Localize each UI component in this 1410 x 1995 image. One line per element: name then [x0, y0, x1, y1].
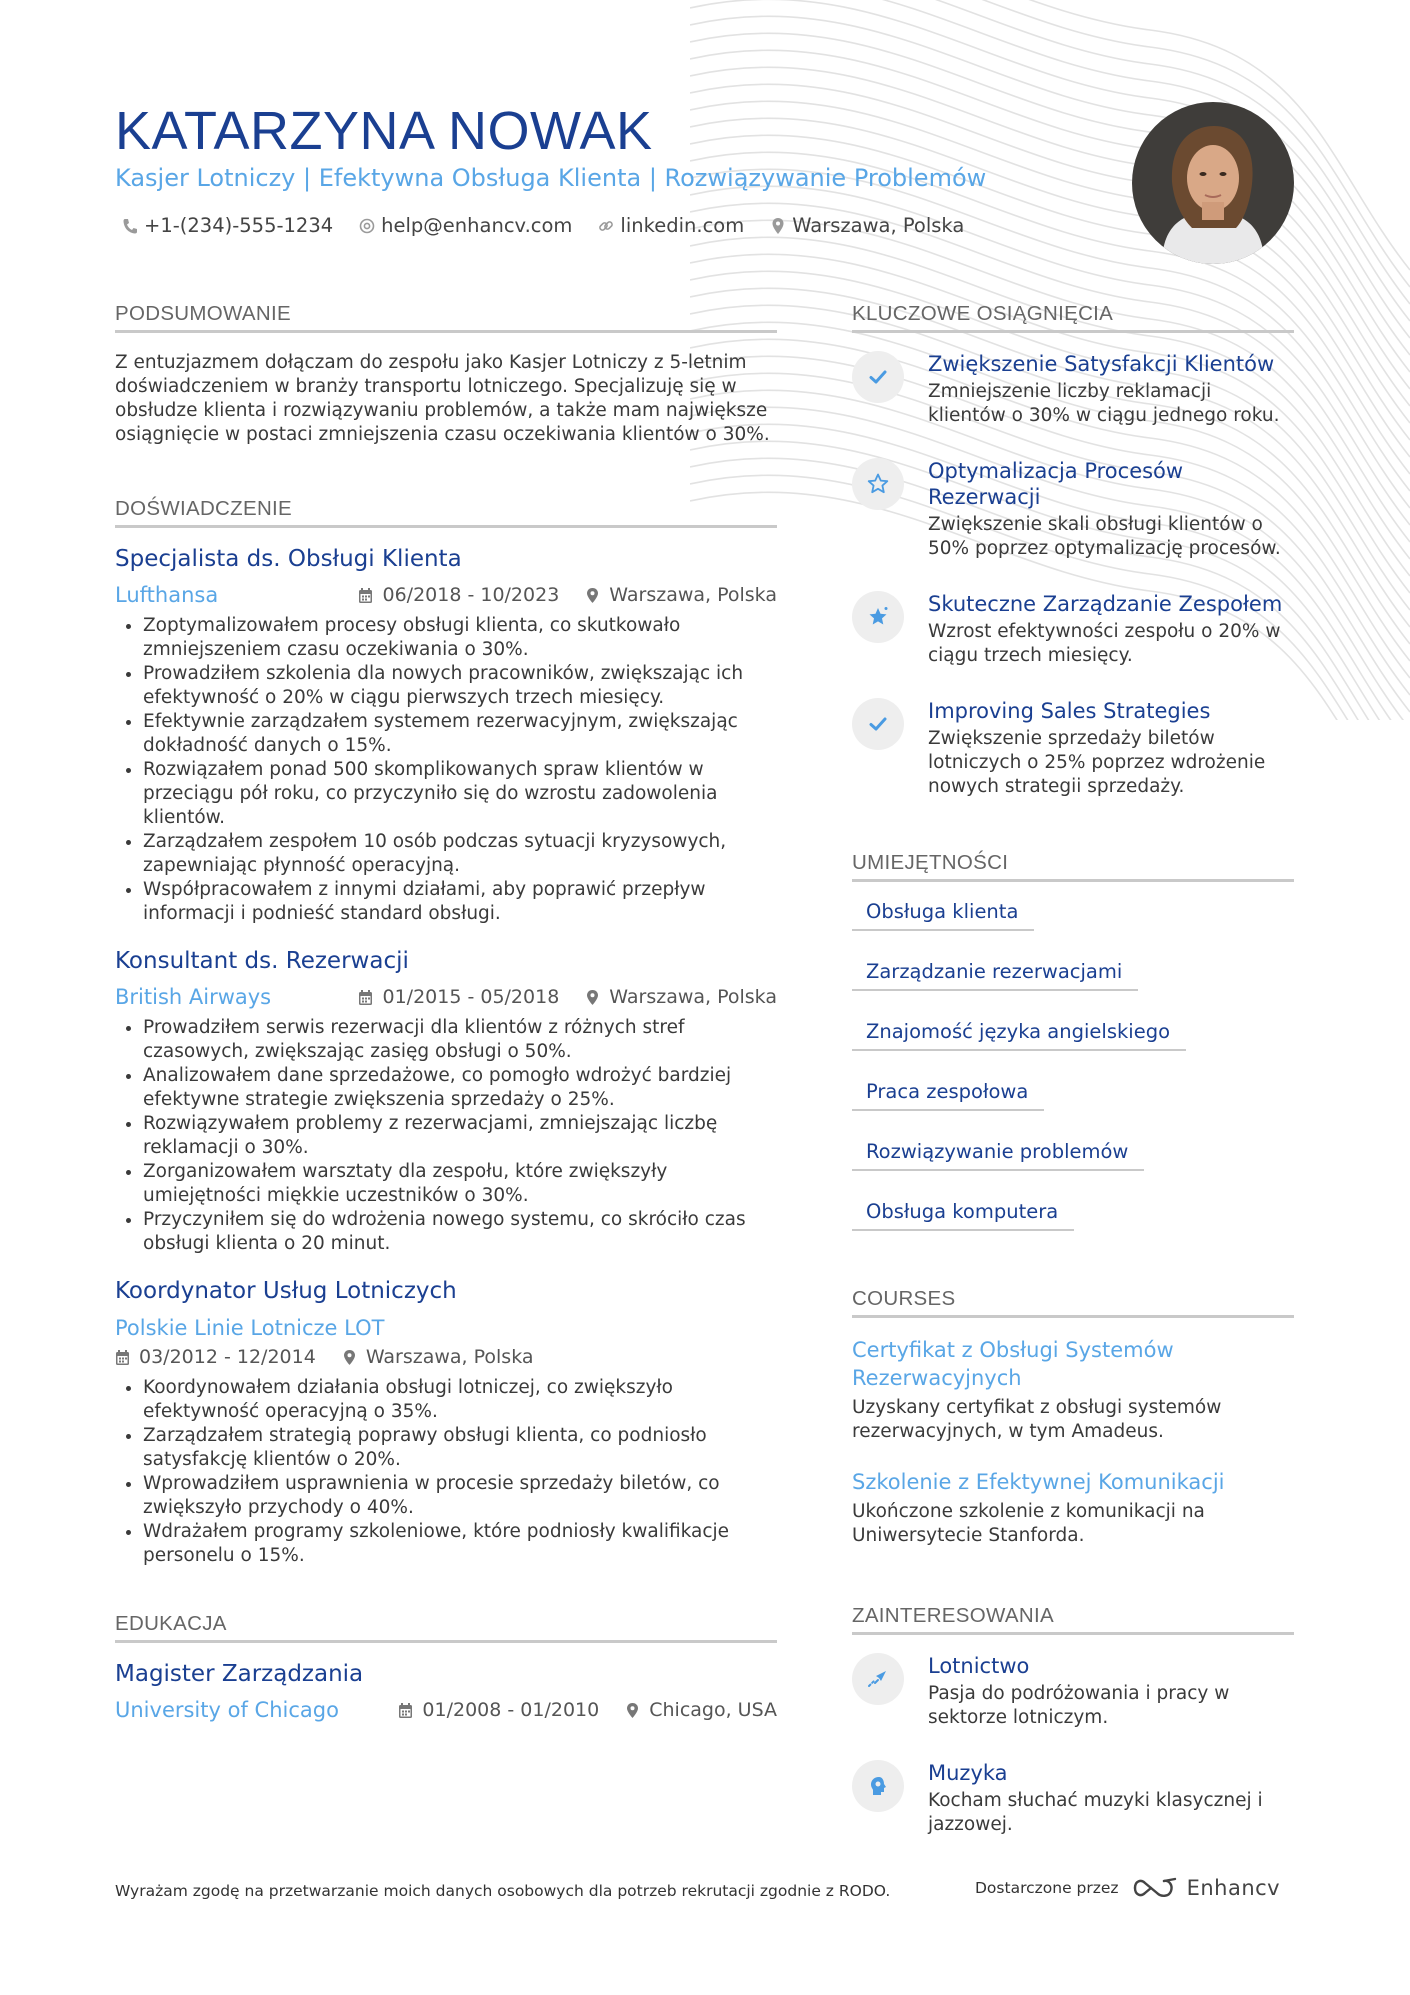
contact-phone-text: +1-(234)-555-1234 [144, 214, 334, 237]
course-title: Certyfikat z Obsługi Systemów Rezerwacyjnych [852, 1338, 1174, 1390]
job-dates [358, 584, 559, 606]
interest-title: Muzyka [928, 1761, 1008, 1785]
job-dates [115, 1346, 316, 1368]
list-item: • Koordynowałem działania obsługi lotniczej, co zwiększyło efektywność operacyjną o 35%. [143, 1376, 777, 1424]
powered-by [975, 1875, 1280, 1901]
location-icon [770, 217, 786, 235]
phone-icon [122, 217, 138, 235]
left-column [115, 302, 777, 1723]
contact-bar [122, 214, 990, 237]
courses-section-title: COURSES [852, 1287, 1294, 1318]
contact-location-text: Warszawa, Polska [792, 214, 965, 237]
job-meta [115, 582, 777, 608]
skill-tag: Obsługa komputera [852, 1200, 1074, 1231]
achievement-title: Skuteczne Zarządzanie Zespołem [928, 592, 1283, 616]
job-bullets [115, 614, 777, 926]
job-meta-dates-row [115, 1344, 777, 1370]
skill-tag: Zarządzanie rezerwacjami [852, 960, 1138, 991]
job-entry [115, 948, 777, 1256]
job-meta [115, 1314, 777, 1342]
education-location [625, 1699, 777, 1721]
headline: Kasjer Lotniczy | Efektywna Obsługa Klienta | Rozwiązywanie Problemów [115, 164, 987, 192]
location-icon [625, 1702, 640, 1719]
achievement-icon-wrap [852, 351, 904, 403]
location-icon [342, 1349, 357, 1366]
interests-section-title: ZAINTERESOWANIA [852, 1604, 1294, 1635]
at-icon [359, 217, 375, 235]
company-name: Lufthansa [115, 583, 219, 607]
right-column [852, 302, 1294, 1867]
contact-phone [122, 214, 333, 237]
interest-desc: Pasja do podróżowania i pracy w sektorze lotniczym. [928, 1683, 1230, 1728]
list-item: • Rozwiązywałem problemy z rezerwacjami, zmniejszając liczbę reklamacji o 30%. [143, 1112, 777, 1160]
contact-email-text: help@enhancv.com [381, 214, 573, 237]
job-location [585, 986, 777, 1008]
profile-photo [1132, 102, 1294, 264]
achievement-desc: Zwiększenie sprzedaży biletów lotniczych o 25% poprzez wdrożenie nowych strategii sprzedaży. [928, 728, 1266, 797]
list-item: • Prowadziłem serwis rezerwacji dla klientów z różnych stref czasowych, zwiększając zasięg obsługi o 50%. [143, 1016, 777, 1064]
degree-title: Magister Zarządzania [115, 1661, 364, 1687]
achievement-desc: Zwiększenie skali obsługi klientów o 50% poprzez optymalizację procesów. [928, 514, 1281, 559]
list-item: • Wdrażałem programy szkoleniowe, które podniosły kwalifikacje personelu o 15%. [143, 1520, 777, 1568]
star-sparkle-icon [866, 605, 890, 629]
achievement-item [852, 591, 1294, 668]
achievements-section-title: KLUCZOWE OSIĄGNIĘCIA [852, 302, 1294, 333]
check-icon [867, 713, 889, 735]
interest-title: Lotnictwo [928, 1654, 1030, 1678]
achievement-icon-wrap [852, 458, 904, 510]
achievement-desc: Wzrost efektywności zespołu o 20% w ciągu trzech miesięcy. [928, 621, 1281, 666]
calendar-icon [115, 1349, 130, 1366]
list-item: • Prowadziłem szkolenia dla nowych pracowników, zwiększając ich efektywność o 20% w ciągu pierwszych trzech miesięcy. [143, 662, 777, 710]
education-entry [115, 1661, 777, 1723]
music-head-icon [866, 1774, 890, 1798]
course-desc: Uzyskany certyfikat z obsługi systemów rezerwacyjnych, w tym Amadeus. [852, 1397, 1222, 1442]
job-entry [115, 1278, 777, 1568]
star-icon [866, 472, 890, 496]
education-dates [398, 1699, 599, 1721]
company-name: Polskie Linie Lotnicze LOT [115, 1316, 385, 1340]
achievement-desc: Zmniejszenie liczby reklamacji klientów o 30% w ciągu jednego roku. [928, 381, 1280, 426]
location-icon [585, 989, 600, 1006]
list-item: • Zoptymalizowałem procesy obsługi klienta, co skutkowało zmniejszeniem czasu oczekiwania o 30%. [143, 614, 777, 662]
interest-item [852, 1653, 1294, 1730]
skill-tag: Obsługa klienta [852, 900, 1034, 931]
summary-section-title: PODSUMOWANIE [115, 302, 777, 333]
contact-location [770, 214, 964, 237]
powered-by-text: Dostarczone przez [975, 1879, 1119, 1897]
job-dates [358, 986, 559, 1008]
job-title: Konsultant ds. Rezerwacji [115, 948, 409, 974]
education-section-title: EDUKACJA [115, 1612, 777, 1643]
achievement-icon-wrap [852, 591, 904, 643]
job-location [585, 584, 777, 606]
list-item: • Przyczyniłem się do wdrożenia nowego systemu, co skróciło czas obsługi klienta o 20 minut. [143, 1208, 777, 1256]
course-title: Szkolenie z Efektywnej Komunikacji [852, 1470, 1225, 1494]
job-title: Specjalista ds. Obsługi Klienta [115, 546, 462, 572]
education-location-text: Chicago, USA [649, 1699, 777, 1721]
achievement-title: Optymalizacja Procesów Rezerwacji [928, 459, 1184, 509]
calendar-icon [398, 1702, 413, 1719]
gdpr-consent: Wyrażam zgodę na przetwarzanie moich danych osobowych dla potrzeb rekrutacji zgodnie z RODO. [115, 1882, 891, 1900]
job-location-text: Warszawa, Polska [609, 584, 777, 606]
skill-tag: Rozwiązywanie problemów [852, 1140, 1144, 1171]
list-item: • Zarządzałem strategią poprawy obsługi klienta, co podniosło satysfakcję klientów o 20%. [143, 1424, 777, 1472]
skill-tag: Praca zespołowa [852, 1080, 1044, 1111]
contact-linkedin-text: linkedin.com [620, 214, 745, 237]
list-item: • Rozwiązałem ponad 500 skomplikowanych spraw klientów w przeciągu pół roku, co przyczyniło się do wzrostu zadowolenia klientów. [143, 758, 777, 830]
course-desc: Ukończone szkolenie z komunikacji na Uniwersytecie Stanforda. [852, 1501, 1205, 1546]
achievement-item [852, 458, 1294, 561]
enhancv-logo-icon [1131, 1875, 1179, 1901]
job-dates-text: 01/2015 - 05/2018 [382, 986, 560, 1008]
job-meta [115, 984, 777, 1010]
contact-linkedin[interactable] [598, 214, 744, 237]
list-item: • Zarządzałem zespołem 10 osób podczas sytuacji kryzysowych, zapewniając płynność operacyjną. [143, 830, 777, 878]
candidate-name: KATARZYNA NOWAK [115, 101, 653, 161]
list-item: • Efektywnie zarządzałem systemem rezerwacyjnym, zwiększając dokładność danych o 15%. [143, 710, 777, 758]
job-dates-text: 03/2012 - 12/2014 [139, 1346, 316, 1368]
list-item: • Wprowadziłem usprawnienia w procesie sprzedaży biletów, co zwiększyło przychody o 40%. [143, 1472, 777, 1520]
job-location-text: Warszawa, Polska [365, 1346, 534, 1368]
location-icon [585, 587, 600, 604]
achievement-item [852, 698, 1294, 799]
airplane-icon [866, 1667, 890, 1691]
calendar-icon [358, 587, 373, 604]
skill-tag: Znajomość języka angielskiego [852, 1020, 1186, 1051]
education-dates-text: 01/2008 - 01/2010 [422, 1699, 600, 1721]
company-name: British Airways [115, 985, 272, 1009]
course-item [852, 1468, 1294, 1548]
skills-list [852, 900, 1294, 1231]
education-meta [115, 1697, 777, 1723]
summary-text: Z entuzjazmem dołączam do zespołu jako Kasjer Lotniczy z 5-letnim doświadczeniem w branży transportu lotniczego. Specjalizuję się w obsłudze klienta i rozwiązywaniu problemów, a także mam największe osiągnięcie w postaci zmniejszenia czasu oczekiwania klientów o 30%. [115, 352, 770, 445]
job-location [342, 1346, 534, 1368]
check-icon [867, 366, 889, 388]
job-bullets [115, 1016, 777, 1256]
achievement-title: Improving Sales Strategies [928, 699, 1211, 723]
job-location-text: Warszawa, Polska [609, 986, 777, 1008]
skills-section-title: UMIEJĘTNOŚCI [852, 851, 1294, 882]
link-icon [598, 217, 614, 235]
list-item: • Zorganizowałem warsztaty dla zespołu, które zwiększyły umiejętności miękkie uczestników o 30%. [143, 1160, 777, 1208]
experience-section-title: DOŚWIADCZENIE [115, 497, 777, 528]
calendar-icon [358, 989, 373, 1006]
achievement-title: Zwiększenie Satysfakcji Klientów [928, 352, 1275, 376]
job-dates-text: 06/2018 - 10/2023 [382, 584, 560, 606]
job-title: Koordynator Usług Lotniczych [115, 1278, 457, 1304]
achievement-item [852, 351, 1294, 428]
interest-icon-wrap [852, 1760, 904, 1812]
course-item [852, 1336, 1294, 1444]
contact-email[interactable] [359, 214, 572, 237]
interest-desc: Kocham słuchać muzyki klasycznej i jazzowej. [928, 1790, 1263, 1835]
list-item: • Współpracowałem z innymi działami, aby poprawić przepływ informacji i podnieść standard obsługi. [143, 878, 777, 926]
interest-item [852, 1760, 1294, 1837]
avatar [1132, 102, 1294, 264]
achievement-icon-wrap [852, 698, 904, 750]
interest-icon-wrap [852, 1653, 904, 1705]
list-item: • Analizowałem dane sprzedażowe, co pomogło wdrożyć bardziej efektywne strategie zwiększenia sprzedaży o 25%. [143, 1064, 777, 1112]
school-name: University of Chicago [115, 1698, 339, 1722]
brand-name: Enhancv [1186, 1876, 1281, 1900]
job-entry [115, 546, 777, 926]
job-bullets [115, 1376, 777, 1568]
